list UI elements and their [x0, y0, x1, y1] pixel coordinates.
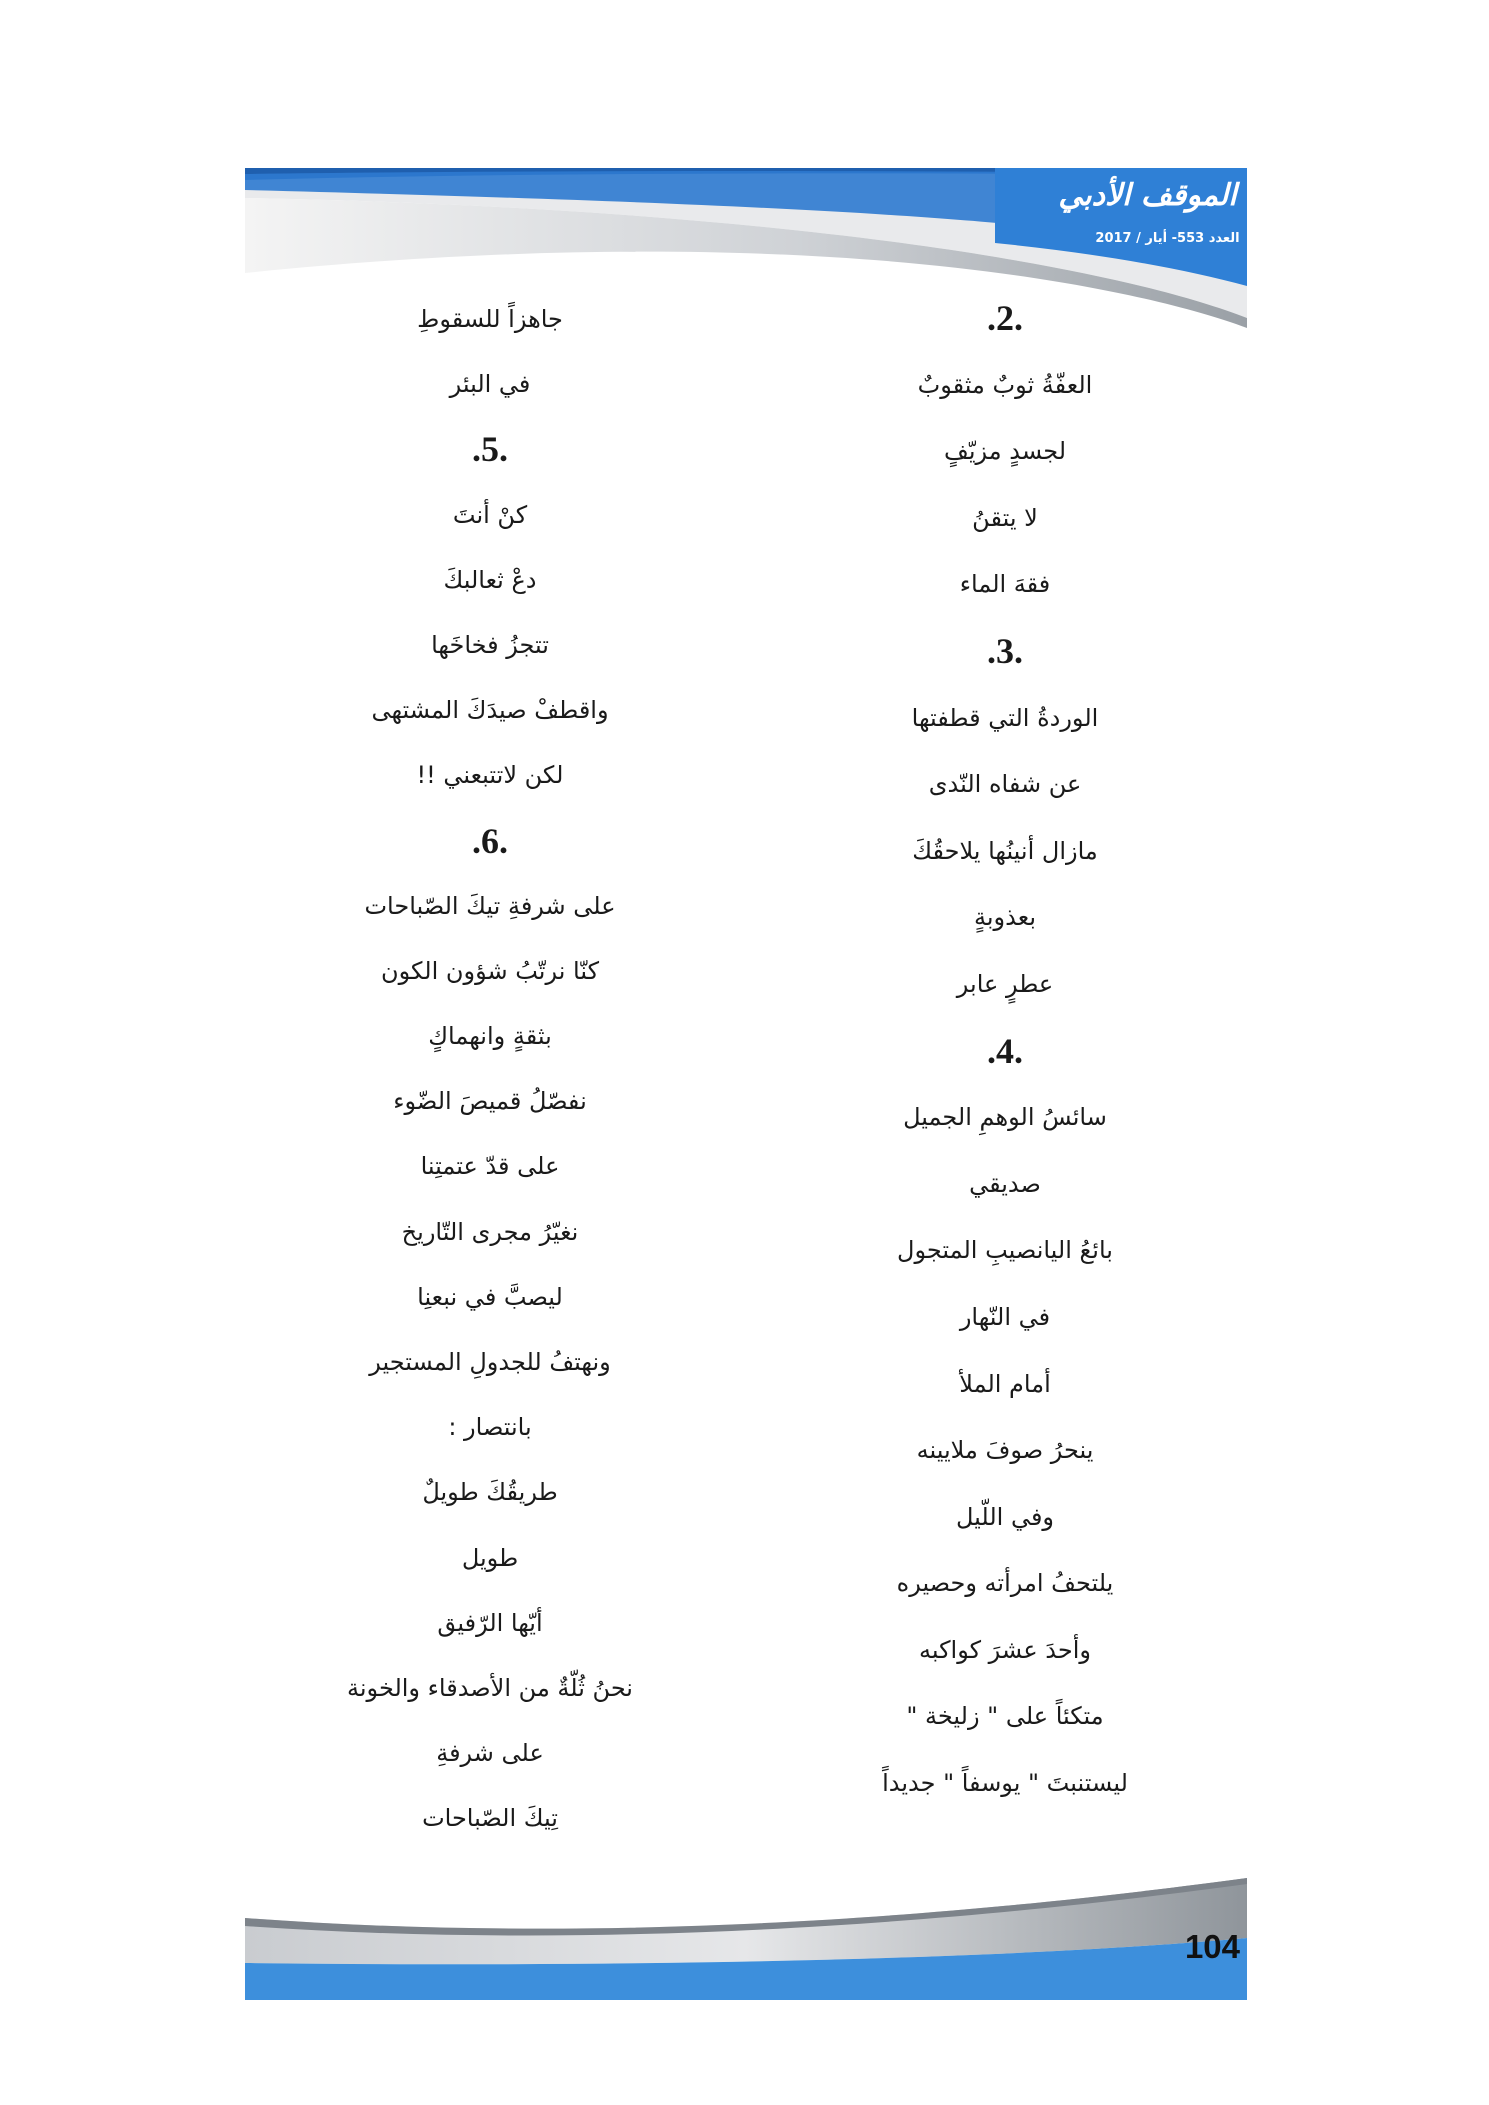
issue-line: العدد 553- أيار / 2017	[1095, 231, 1240, 246]
poem-line: بائعُ اليانصيبِ المتجول	[897, 1236, 1113, 1265]
poem-line: في البئر	[449, 370, 531, 399]
section-number: .3.	[987, 630, 1023, 671]
poem-line: على قدّ عتمتِنا	[420, 1152, 560, 1181]
poem-line: فقهَ الماء	[959, 570, 1051, 599]
footer-band	[245, 1878, 1247, 2000]
poem-line: نغيّرُ مجرى التّاريخ	[401, 1217, 579, 1246]
poem-line: بعذوبةٍ	[974, 903, 1036, 932]
poem-line: متكئاً على " زليخة "	[906, 1702, 1104, 1731]
magazine-logo: الموقف الأدبي	[1058, 178, 1237, 213]
poem-line: الوردةُ التي قطفتها	[911, 703, 1099, 732]
poem-line: العفّةُ ثوبٌ مثقوبٌ	[917, 370, 1093, 399]
poem-line: ونهتفُ للجدولِ المستجير	[369, 1348, 611, 1376]
poem-line: دعْ ثعالبكَ	[443, 565, 537, 594]
poem-line: طويل	[461, 1543, 519, 1572]
poem-line: بانتصار :	[448, 1413, 532, 1442]
right-column	[775, 285, 1235, 1817]
poem-line: سائسُ الوهمِ الجميل	[903, 1103, 1107, 1132]
poem-line: تتجزُ فخاخَها	[431, 630, 549, 659]
poem-line: أيّها الرّفيق	[437, 1608, 543, 1637]
poem-line: لا يتقنُ	[972, 503, 1038, 532]
page-number: 104	[1184, 1928, 1240, 1965]
section-number: .5.	[472, 429, 508, 470]
poem-line: ليصبَّ في نبعنِا	[417, 1282, 563, 1311]
poem-line: عن شفاه النّدى	[928, 770, 1082, 799]
poem-line: بثقةٍ وانهماكٍ	[428, 1022, 552, 1051]
section-number: .2.	[987, 298, 1023, 338]
poem-line: عطرٍ عابر	[956, 969, 1054, 998]
poem-line: ينحرُ صوفَ ملايينه	[916, 1436, 1094, 1465]
poem-line: مازال أنينُها يلاحقُكَ	[912, 836, 1098, 865]
poem-line: طريقُكَ طويلٌ	[422, 1478, 558, 1507]
section-number: .4.	[987, 1030, 1023, 1071]
poem-line: أمام الملأ	[959, 1369, 1051, 1398]
poem-line: لكن لاتتبعني !!	[416, 761, 564, 790]
poem-line: صديقي	[969, 1169, 1041, 1198]
section-number: .6.	[472, 820, 508, 861]
poem-line: وفي اللّيل	[955, 1502, 1055, 1531]
poem-line: تِيكَ الصّباحات	[422, 1804, 558, 1833]
poem-line: وأحدَ عشرَ كواكبه	[919, 1635, 1091, 1664]
poem-line: على شرفةِ تيكَ الصّباحات	[364, 891, 616, 920]
poem-line: كنّا نرتّبُ شؤون الكون	[380, 956, 599, 985]
poem-line: نفصّلُ قميصَ الضّوء	[393, 1087, 587, 1116]
poem-line: جاهزاً للسقوطِ	[417, 305, 563, 333]
poem-line: ليستنبتَ " يوسفاً " جديداً	[882, 1769, 1128, 1798]
poem-line: يلتحفُ امرأته وحصيره	[896, 1569, 1114, 1598]
poem-line: واقطفْ صيدَكَ المشتهى	[371, 696, 609, 725]
poem-line: على شرفةِ	[436, 1739, 544, 1768]
poem-line: كنْ أنتَ	[452, 500, 528, 529]
poem-line: لجسدٍ مزيّفٍ	[943, 437, 1067, 466]
poem-line: في النّهار	[959, 1302, 1051, 1331]
poem-line: نحنُ ثُلّةٌ من الأصدقاء والخونة	[347, 1673, 633, 1702]
left-column	[260, 287, 720, 1852]
